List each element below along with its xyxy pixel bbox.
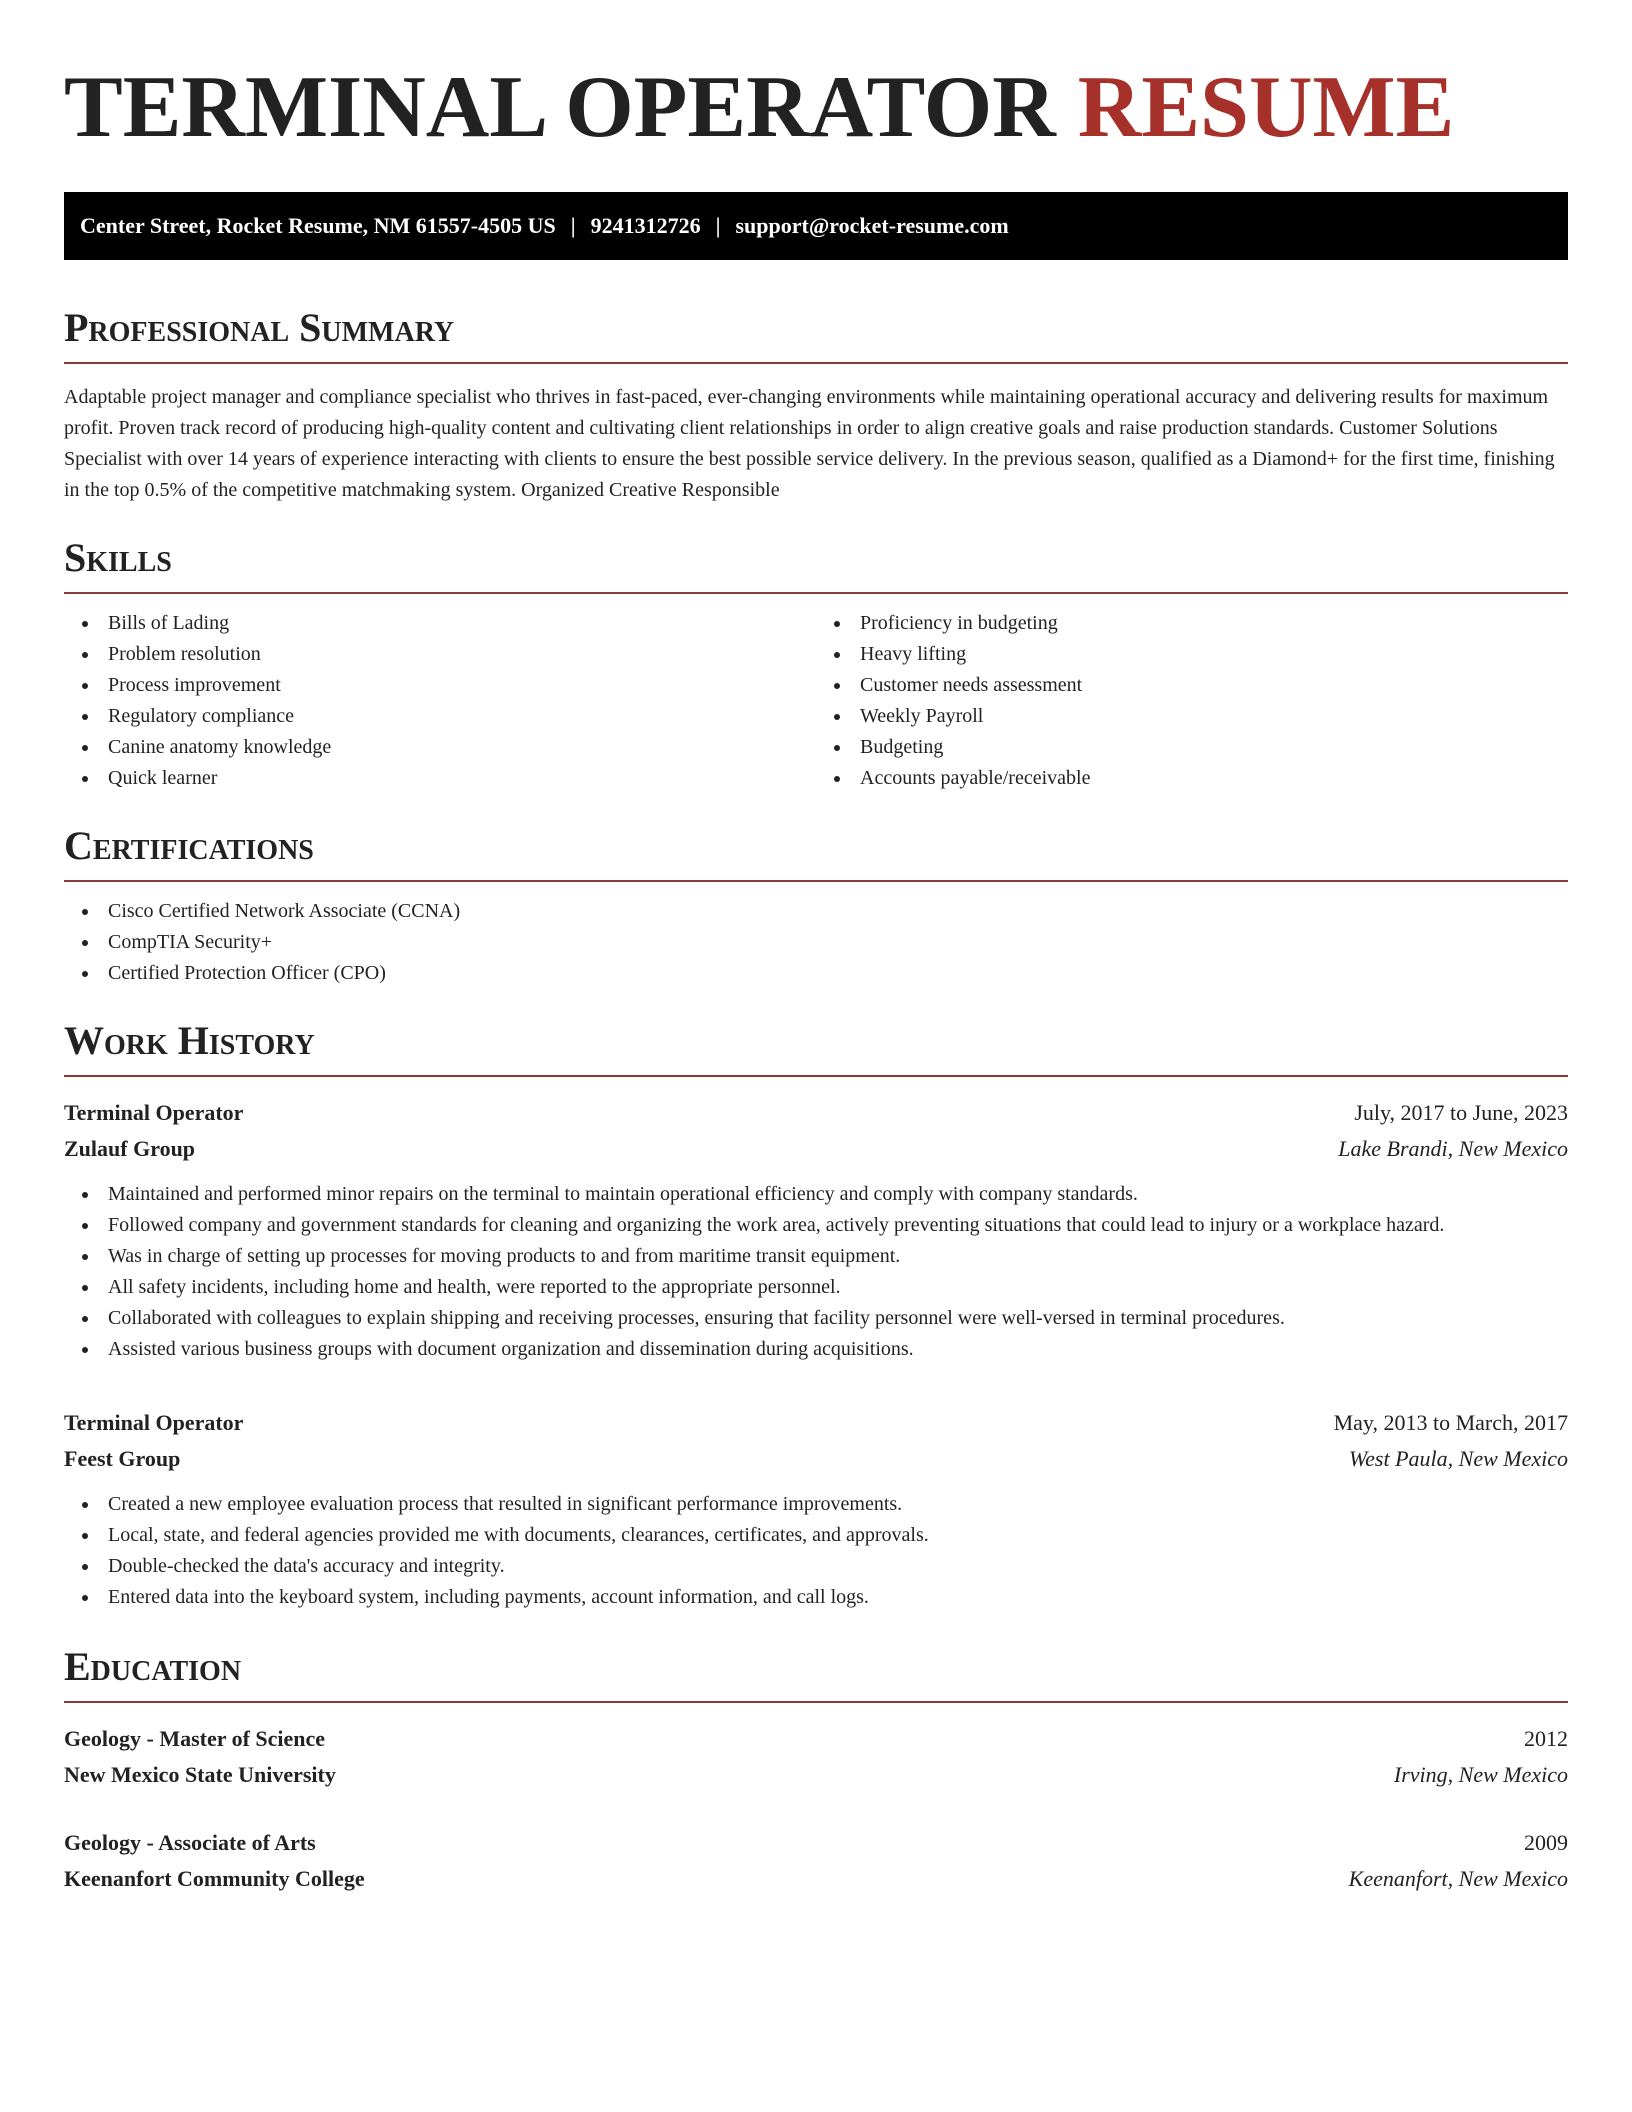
- job-duty: Collaborated with colleagues to explain shipping and receiving processes, ensuring that facility personnel were well-versed in terminal procedures.: [108, 1303, 1568, 1334]
- skill-item: Heavy lifting: [860, 639, 1568, 670]
- education-degree-row: [64, 1721, 1568, 1757]
- job-duty: Local, state, and federal agencies provided me with documents, clearances, certificates, and approvals.: [108, 1520, 1568, 1551]
- education-location: Irving, New Mexico: [1393, 1762, 1568, 1787]
- job-duty: Followed company and government standards for cleaning and organizing the work area, actively preventing situations that could lead to injury or a workplace hazard.: [108, 1210, 1568, 1241]
- job-dates: May, 2013 to March, 2017: [1333, 1410, 1568, 1435]
- education-section: [64, 1644, 1568, 1897]
- skill-item: Accounts payable/receivable: [860, 763, 1568, 794]
- job-duties-list: [64, 1489, 1568, 1613]
- job-duty: All safety incidents, including home and health, were reported to the appropriate personnel.: [108, 1272, 1568, 1303]
- job-duty: Created a new employee evaluation process that resulted in significant performance improvements.: [108, 1489, 1568, 1520]
- certification-item: Cisco Certified Network Associate (CCNA): [108, 896, 1568, 927]
- job-company-row: [64, 1441, 1568, 1477]
- education-entry: [64, 1721, 1568, 1793]
- education-school-row: [64, 1757, 1568, 1793]
- skills-heading: Skills: [64, 538, 1568, 594]
- job-duty: Entered data into the keyboard system, including payments, account information, and call logs.: [108, 1582, 1568, 1613]
- skill-item: Budgeting: [860, 732, 1568, 763]
- job-entry: [64, 1095, 1568, 1365]
- skill-item: Bills of Lading: [108, 608, 816, 639]
- education-degree-row: [64, 1825, 1568, 1861]
- job-duty: Double-checked the data's accuracy and integrity.: [108, 1551, 1568, 1582]
- job-title-row: [64, 1405, 1568, 1441]
- contact-bar: [64, 192, 1568, 260]
- education-school: New Mexico State University: [64, 1762, 336, 1787]
- skill-item: Regulatory compliance: [108, 701, 816, 732]
- summary-heading: Professional Summary: [64, 308, 1568, 364]
- contact-email: support@rocket-resume.com: [735, 213, 1009, 238]
- job-title: Terminal Operator: [64, 1100, 244, 1125]
- job-company-row: [64, 1131, 1568, 1167]
- job-location: Lake Brandi, New Mexico: [1338, 1136, 1568, 1161]
- job-duty: Was in charge of setting up processes for moving products to and from maritime transit equipment.: [108, 1241, 1568, 1272]
- education-year: 2009: [1524, 1830, 1568, 1855]
- job-title-row: [64, 1095, 1568, 1131]
- skill-item: Process improvement: [108, 670, 816, 701]
- contact-separator: |: [715, 213, 721, 238]
- certification-item: CompTIA Security+: [108, 927, 1568, 958]
- skills-list-right: [816, 608, 1568, 794]
- work-history-section: [64, 1018, 1568, 1613]
- job-duty: Assisted various business groups with document organization and dissemination during acquisitions.: [108, 1334, 1568, 1365]
- skills-list-left: [64, 608, 816, 794]
- skill-item: Quick learner: [108, 763, 816, 794]
- job-dates: July, 2017 to June, 2023: [1354, 1100, 1568, 1125]
- job-entry: [64, 1405, 1568, 1613]
- education-degree: Geology - Master of Science: [64, 1726, 326, 1751]
- education-entry: [64, 1825, 1568, 1897]
- skill-item: Proficiency in budgeting: [860, 608, 1568, 639]
- certifications-heading: Certifications: [64, 826, 1568, 882]
- job-company: Feest Group: [64, 1446, 181, 1471]
- education-year: 2012: [1524, 1726, 1568, 1751]
- resume-title: [64, 54, 1568, 156]
- skill-item: Problem resolution: [108, 639, 816, 670]
- job-title: Terminal Operator: [64, 1410, 244, 1435]
- certifications-list: [64, 896, 1568, 989]
- job-company: Zulauf Group: [64, 1136, 196, 1161]
- skill-item: Customer needs assessment: [860, 670, 1568, 701]
- skills-section: [64, 535, 1568, 794]
- education-school: Keenanfort Community College: [64, 1866, 365, 1891]
- education-degree: Geology - Associate of Arts: [64, 1830, 316, 1855]
- certifications-section: [64, 823, 1568, 989]
- skill-item: Canine anatomy knowledge: [108, 732, 816, 763]
- job-duty: Maintained and performed minor repairs on the terminal to maintain operational efficiency and comply with company standards.: [108, 1179, 1568, 1210]
- summary-text: Adaptable project manager and compliance specialist who thrives in fast-paced, ever-changing environments while maintaining operational accuracy and delivering results for maximum profit. Proven track record of producing high-quality content and cultivating client relationships in order to align creative goals and raise production standards. Customer Solutions Specialist with over 14 years of experience interacting with clients to ensure the best possible service delivery. In the previous season, qualified as a Diamond+ for the first time, finishing in the top 0.5% of the competitive matchmaking system. Organized Creative Responsible: [64, 386, 1555, 501]
- title-main: TERMINAL OPERATOR: [64, 59, 1056, 156]
- contact-phone: 9241312726: [590, 213, 701, 238]
- education-school-row: [64, 1861, 1568, 1897]
- contact-separator: |: [570, 213, 576, 238]
- title-accent: RESUME: [1077, 59, 1455, 156]
- skill-item: Weekly Payroll: [860, 701, 1568, 732]
- job-duties-list: [64, 1179, 1568, 1365]
- summary-section: [64, 305, 1568, 506]
- certification-item: Certified Protection Officer (CPO): [108, 958, 1568, 989]
- education-location: Keenanfort, New Mexico: [1348, 1866, 1568, 1891]
- contact-address: Center Street, Rocket Resume, NM 61557-4505 US: [80, 213, 556, 238]
- work-history-heading: Work History: [64, 1021, 1568, 1077]
- job-location: West Paula, New Mexico: [1348, 1446, 1568, 1471]
- skills-grid: [64, 594, 1568, 794]
- education-heading: Education: [64, 1647, 1568, 1703]
